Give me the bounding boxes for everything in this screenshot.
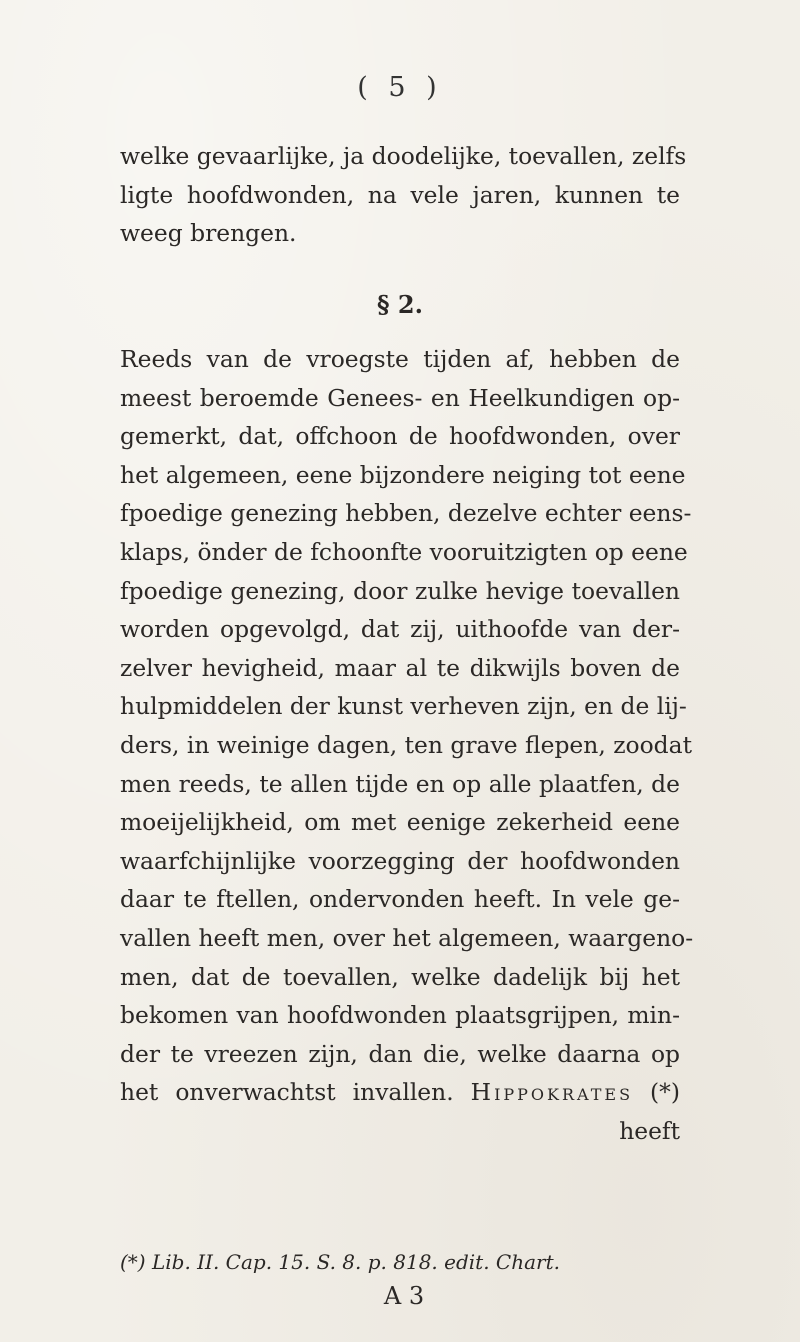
hippokrates-line-prefix: het onverwachtst invallen. bbox=[120, 1078, 454, 1107]
text-line: ligte hoofdwonden, na vele jaren, kunnen te bbox=[120, 180, 680, 209]
text-line: welke gevaarlijke, ja doodelijke, toevallen, zelfs bbox=[120, 142, 687, 170]
page-number-header: ( 5 ) bbox=[357, 72, 443, 103]
text-line: meest beroemde Genees- en Heelkundigen op- bbox=[120, 383, 680, 412]
text-line: gemerkt, dat, offchoon de hoofdwonden, over bbox=[120, 422, 680, 451]
text-line: zelver hevigheid, maar al te dikwijls boven de bbox=[120, 653, 680, 682]
text-line: Reeds van de vroegste tijden af, hebben de bbox=[120, 345, 680, 373]
text-line: moeijelijkheid, om met eenige zekerheid eene bbox=[120, 808, 680, 837]
signature-mark: A 3 bbox=[383, 1282, 425, 1310]
text-line: ders, in weinige dagen, ten grave flepen, zoodat bbox=[120, 730, 692, 759]
text-line: daar te ftellen, ondervonden heeft. In vele ge- bbox=[120, 885, 680, 914]
text-line: vallen heeft men, over het algemeen, waargeno- bbox=[120, 923, 694, 952]
text-line: hulpmiddelen der kunst verheven zijn, en de lij- bbox=[120, 692, 687, 721]
text-line: fpoedige genezing hebben, dezelve echter eens- bbox=[120, 499, 692, 528]
section-heading: § 2. bbox=[377, 290, 423, 319]
text-line: fpoedige genezing, door zulke hevige toevallen bbox=[120, 576, 680, 605]
text-line: der te vreezen zijn, dan die, welke daarna op bbox=[120, 1039, 680, 1068]
main-paragraph bbox=[120, 340, 694, 1150]
text-line-hippokrates bbox=[120, 1073, 680, 1112]
text-line: weeg brengen. bbox=[120, 219, 297, 248]
opening-paragraph bbox=[120, 137, 687, 253]
text-line: klaps, önder de fchoonfte vooruitzigten op eene bbox=[120, 537, 688, 566]
catchword: heeft bbox=[619, 1116, 680, 1145]
text-line: waarfchijnlijke voorzegging der hoofdwonden bbox=[120, 846, 680, 875]
text-line: men reeds, te allen tijde en op alle plaatfen, de bbox=[120, 769, 680, 798]
footnote-reference-mark: (*) bbox=[650, 1078, 680, 1107]
footnote: (*) Lib. II. Cap. 15. S. 8. p. 818. edit. Chart. bbox=[120, 1250, 560, 1274]
text-line: worden opgevolgd, dat zij, uithoofde van der- bbox=[120, 615, 680, 644]
text-line: het algemeen, eene bijzondere neiging tot eene bbox=[120, 460, 686, 489]
text-line: bekomen van hoofdwonden plaatsgrijpen, min- bbox=[120, 1001, 680, 1030]
text-line: men, dat de toevallen, welke dadelijk bij het bbox=[120, 962, 680, 991]
hippokrates-name: Hippokrates bbox=[470, 1078, 634, 1107]
